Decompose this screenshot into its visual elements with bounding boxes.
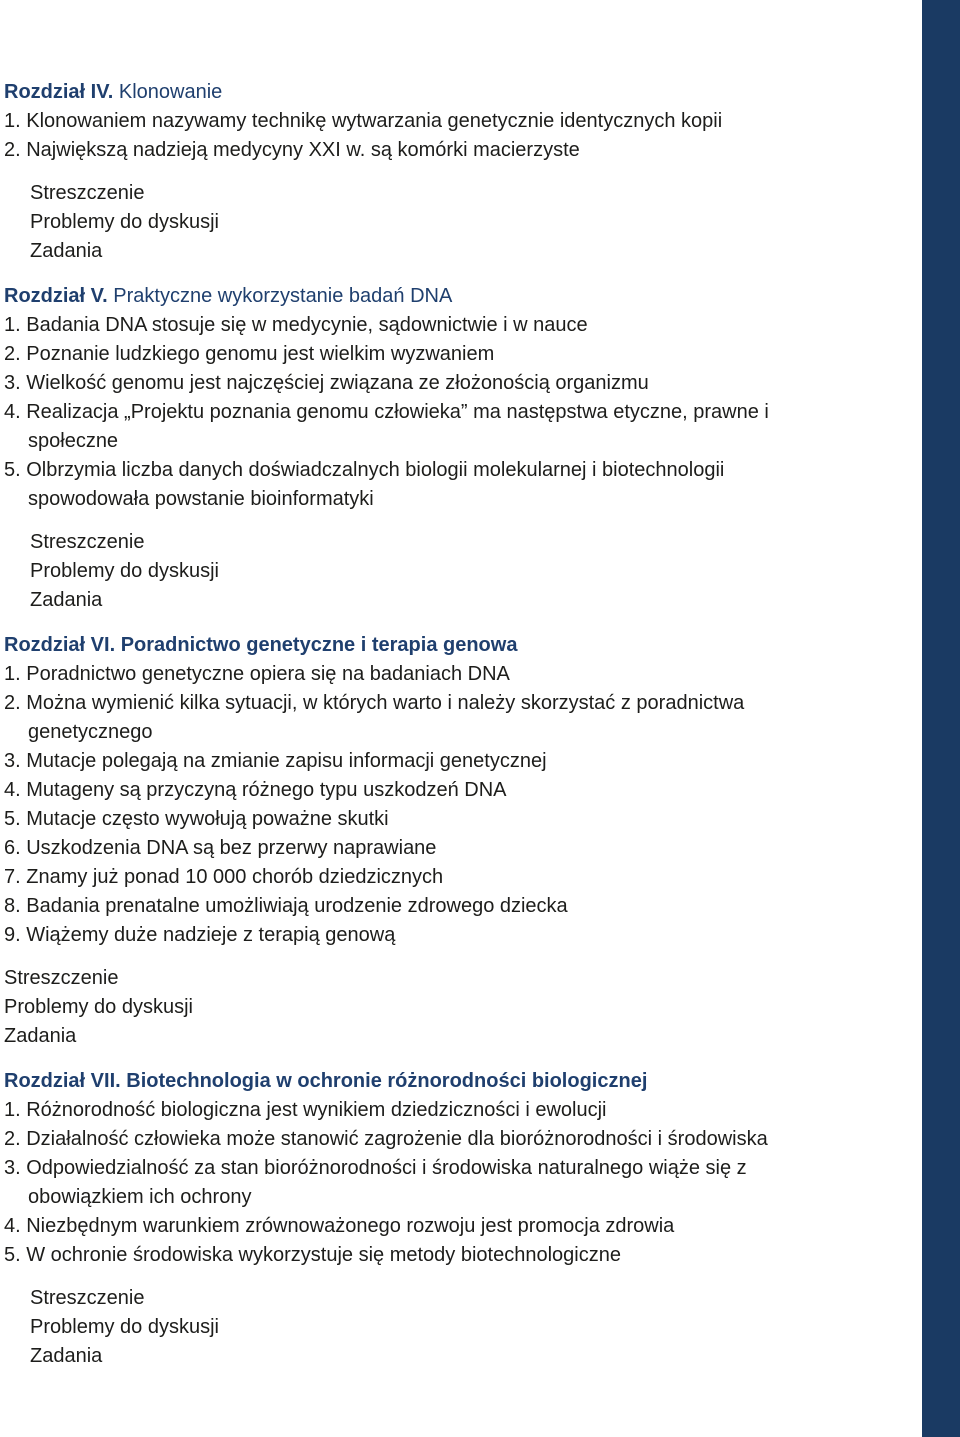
summary-link[interactable]: Streszczenie [30, 531, 145, 553]
chapter-number: Rozdział IV. [4, 81, 114, 103]
list-item: 5. Olbrzymia liczba danych doświadczalnych biologii molekularnej i biotechnologii spowodowała powstanie bioinformatyki [4, 459, 725, 510]
summary-link[interactable]: Streszczenie [30, 1287, 145, 1309]
chapter-number: Rozdział V. [4, 285, 108, 307]
chapter-links [4, 528, 904, 615]
list-item: 5. Mutacje często wywołują poważne skutki [4, 808, 389, 830]
tasks-link[interactable]: Zadania [30, 240, 103, 262]
chapter-links [4, 179, 904, 266]
list-item: 3. Wielkość genomu jest najczęściej związana ze złożonością organizmu [4, 372, 649, 394]
list-item: 1. Klonowaniem nazywamy technikę wytwarzania genetycznie identycznych kopii [4, 110, 723, 132]
list-item: 6. Uszkodzenia DNA są bez przerwy naprawiane [4, 837, 437, 859]
list-item: 3. Mutacje polegają na zmianie zapisu informacji genetycznej [4, 750, 547, 772]
chapter-4 [4, 78, 904, 266]
list-item: 2. Poznanie ludzkiego genomu jest wielkim wyzwaniem [4, 343, 495, 365]
document-body [4, 78, 904, 1387]
list-item: 9. Wiążemy duże nadzieje z terapią genową [4, 924, 396, 946]
chapter-heading [4, 78, 904, 107]
chapter-links [4, 1284, 904, 1371]
summary-link[interactable]: Streszczenie [4, 967, 119, 989]
list-item: 4. Mutageny są przyczyną różnego typu uszkodzeń DNA [4, 779, 507, 801]
tasks-link[interactable]: Zadania [30, 1345, 103, 1367]
chapter-heading [4, 1067, 904, 1096]
list-item: 2. Działalność człowieka może stanowić zagrożenie dla bioróżnorodności i środowiska [4, 1128, 768, 1150]
chapter-5 [4, 282, 904, 615]
chapter-title: Praktyczne wykorzystanie badań DNA [113, 285, 453, 307]
list-item: 7. Znamy już ponad 10 000 chorób dziedzicznych [4, 866, 444, 888]
list-item: 4. Realizacja „Projektu poznania genomu człowieka” ma następstwa etyczne, prawne i społeczne [4, 401, 769, 452]
chapter-6 [4, 631, 904, 1051]
list-item: 2. Można wymienić kilka sytuacji, w których warto i należy skorzystać z poradnictwa genetycznego [4, 692, 745, 743]
chapter-heading [4, 631, 904, 660]
discussion-link[interactable]: Problemy do dyskusji [30, 1316, 219, 1338]
chapter-links [4, 964, 904, 1051]
tasks-link[interactable]: Zadania [30, 589, 103, 611]
list-item: 5. W ochronie środowiska wykorzystuje się metody biotechnologiczne [4, 1244, 621, 1266]
list-item: 1. Poradnictwo genetyczne opiera się na badaniach DNA [4, 663, 510, 685]
side-bar-decoration [922, 0, 960, 1437]
chapter-7 [4, 1067, 904, 1371]
discussion-link[interactable]: Problemy do dyskusji [30, 560, 219, 582]
list-item: 2. Największą nadzieją medycyny XXI w. są komórki macierzyste [4, 139, 580, 161]
discussion-link[interactable]: Problemy do dyskusji [30, 211, 219, 233]
discussion-link[interactable]: Problemy do dyskusji [4, 996, 193, 1018]
chapter-number: Rozdział VII. [4, 1070, 121, 1092]
chapter-number: Rozdział VI. [4, 634, 116, 656]
chapter-title: Klonowanie [118, 81, 223, 103]
chapter-heading [4, 282, 904, 311]
list-item: 4. Niezbędnym warunkiem zrównoważonego rozwoju jest promocja zdrowia [4, 1215, 675, 1237]
chapter-title: Biotechnologia w ochronie różnorodności biologicznej [126, 1070, 648, 1092]
chapter-title: Poradnictwo genetyczne i terapia genowa [120, 634, 518, 656]
tasks-link[interactable]: Zadania [4, 1025, 77, 1047]
list-item: 1. Badania DNA stosuje się w medycynie, sądownictwie i w nauce [4, 314, 588, 336]
list-item: 8. Badania prenatalne umożliwiają urodzenie zdrowego dziecka [4, 895, 568, 917]
summary-link[interactable]: Streszczenie [30, 182, 145, 204]
list-item: 3. Odpowiedzialność za stan bioróżnorodności i środowiska naturalnego wiąże się z obowiązkiem ich ochrony [4, 1157, 747, 1208]
list-item: 1. Różnorodność biologiczna jest wynikiem dziedziczności i ewolucji [4, 1099, 607, 1121]
